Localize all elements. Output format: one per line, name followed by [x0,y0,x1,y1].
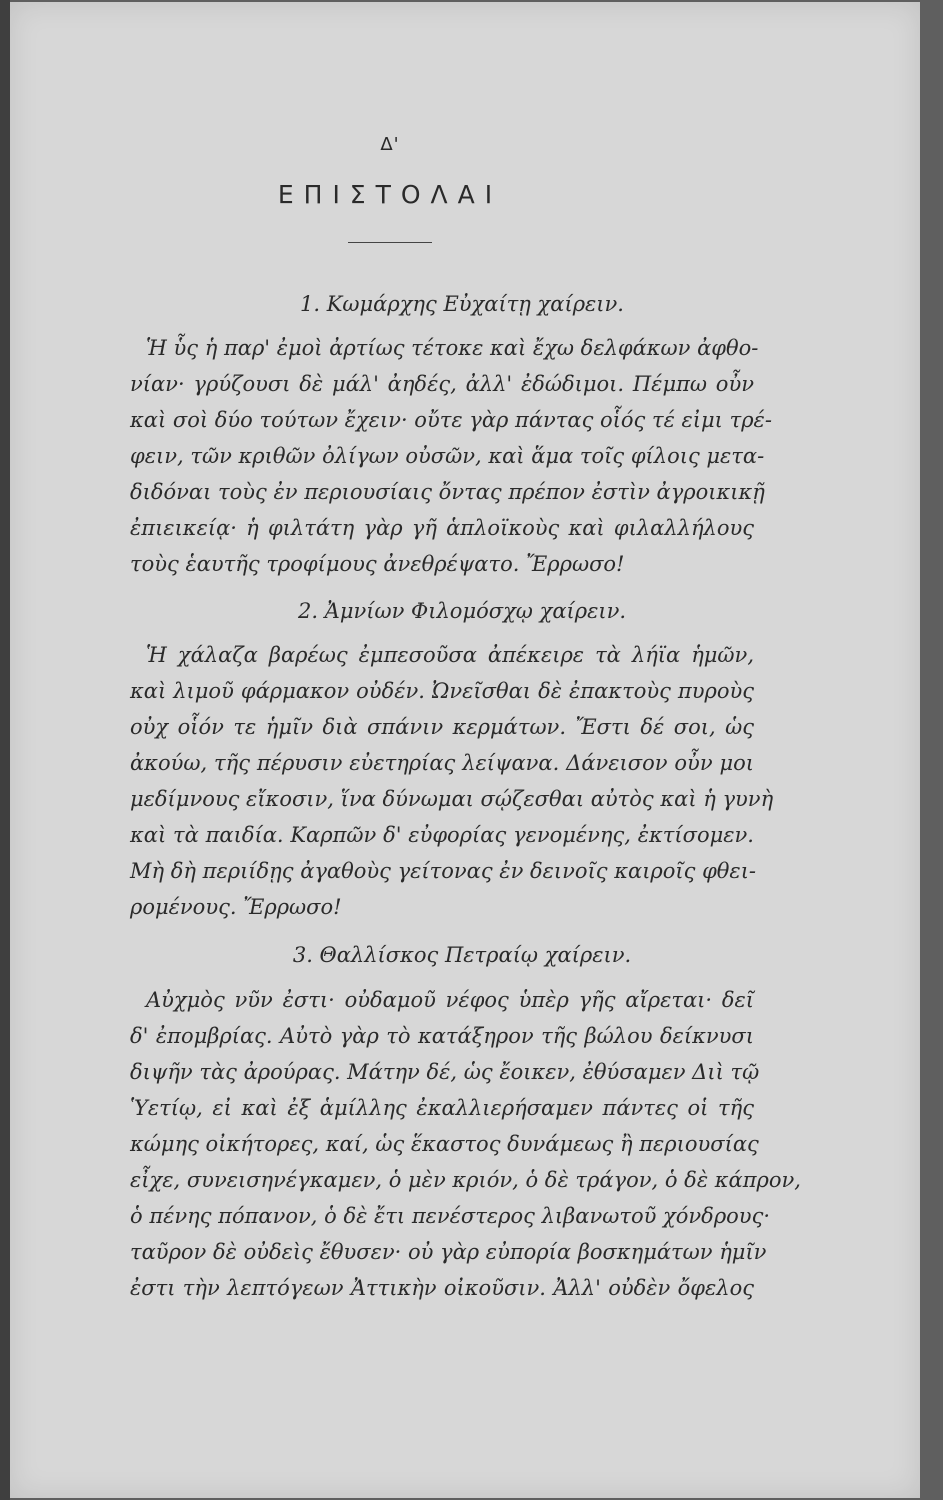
letter-1-line: φειν, τῶν κριθῶν ὀλίγων οὐσῶν, καὶ ἅμα τοῖς φίλοις μετα- [130,444,765,468]
letter-2-line: ἀκούω, τῆς πέρυσιν εὐετηρίας λείψανα. Δάνεισον οὖν μοι [130,751,754,775]
letter-1-line: Ἡ ὗς ἡ παρ' ἐμοὶ ἀρτίως τέτοκε καὶ ἔχω δελφάκων ἀφθο- [146,336,759,360]
letter-2-line: οὐχ οἷόν τε ἡμῖν διὰ σπάνιν κερμάτων. Ἔστι δέ σοι, ὡς [130,715,754,739]
letter-2-line: καὶ λιμοῦ φάρμακον οὐδέν. Ὠνεῖσθαι δὲ ἐπακτοὺς πυροὺς [130,679,754,703]
letter-3-line: Αὐχμὸς νῦν ἐστι· οὐδαμοῦ νέφος ὑπὲρ γῆς αἴρεται· δεῖ [146,988,754,1012]
letter-3-line: Ὑετίῳ, εἰ καὶ ἐξ ἁμίλλης ἐκαλλιερήσαμεν πάντες οἱ τῆς [130,1096,754,1120]
scan-edge [0,0,10,1500]
letter-3-line: εἶχε, συνεισηνέγκαμεν, ὁ μὲν κριόν, ὁ δὲ τράγον, ὁ δὲ κάπρον, [130,1168,801,1192]
letter-2-line: ρομένους. Ἔρρωσο! [130,895,342,919]
letter-3-line: δ' ἐπομβρίας. Αὐτὸ γὰρ τὸ κατάξηρον τῆς βώλου δείκνυσι [130,1024,754,1048]
section-title: ΕΠΙΣΤΟΛΑΙ [277,180,503,209]
letter-3-heading: 3. Θαλλίσκος Πετραίῳ χαίρειν. [292,943,632,967]
title-rule [348,242,432,243]
letter-3-line: ταῦρον δὲ οὐδεὶς ἔθυσεν· οὐ γὰρ εὐπορία βοσκημάτων ἡμῖν [130,1240,767,1264]
letter-3-line: κώμης οἰκήτορες, καί, ὡς ἕκαστος δυνάμεως ἢ περιουσίας [130,1132,759,1156]
letter-1-line: τοὺς ἑαυτῆς τροφίμους ἀνεθρέψατο. Ἔρρωσο! [130,552,625,576]
letter-1-line: νίαν· γρύζουσι δὲ μάλ' ἀηδές, ἀλλ' ἐδώδιμοι. Πέμπω οὖν [130,372,754,396]
letter-3-line: ἐστι τὴν λεπτόγεων Ἀττικὴν οἰκοῦσιν. Ἀλλ' οὐδὲν ὄφελος [130,1276,754,1300]
section-number: Δ' [380,134,400,155]
letter-1-line: καὶ σοὶ δύο τούτων ἔχειν· οὔτε γὰρ πάντας οἷός τέ εἰμι τρέ- [130,408,772,432]
letter-1-heading: 1. Κωμάρχης Εὐχαίτῃ χαίρειν. [300,292,624,316]
letter-1-line: διδόναι τοὺς ἐν περιουσίαις ὄντας πρέπον ἐστὶν ἀγροικικῇ [130,480,765,504]
letter-3-line: διψῆν τὰς ἀρούρας. Μάτην δέ, ὡς ἔοικεν, ἐθύσαμεν Διὶ τῷ [130,1060,760,1084]
letter-2-line: καὶ τὰ παιδία. Καρπῶν δ' εὐφορίας γενομένης, ἐκτίσομεν. [130,823,754,847]
letter-2-line: μεδίμνους εἴκοσιν, ἵνα δύνωμαι σῴζεσθαι αὐτὸς καὶ ἡ γυνὴ [130,787,774,811]
book-page [10,2,920,1498]
letter-1-line: ἐπιεικείᾳ· ἡ φιλτάτη γὰρ γῆ ἁπλοϊκοὺς καὶ φιλαλλήλους [130,516,754,540]
letter-3-line: ὁ πένης πόπανον, ὁ δὲ ἔτι πενέστερος λιβανωτοῦ χόνδρους· [130,1204,771,1228]
letter-2-line: Μὴ δὴ περιίδῃς ἀγαθοὺς γείτονας ἐν δεινοῖς καιροῖς φθει- [130,859,757,883]
letter-2-line: Ἡ χάλαζα βαρέως ἐμπεσοῦσα ἀπέκειρε τὰ λήϊα ἡμῶν, [146,643,754,667]
letter-2-heading: 2. Ἀμνίων Φιλομόσχῳ χαίρειν. [297,599,627,623]
